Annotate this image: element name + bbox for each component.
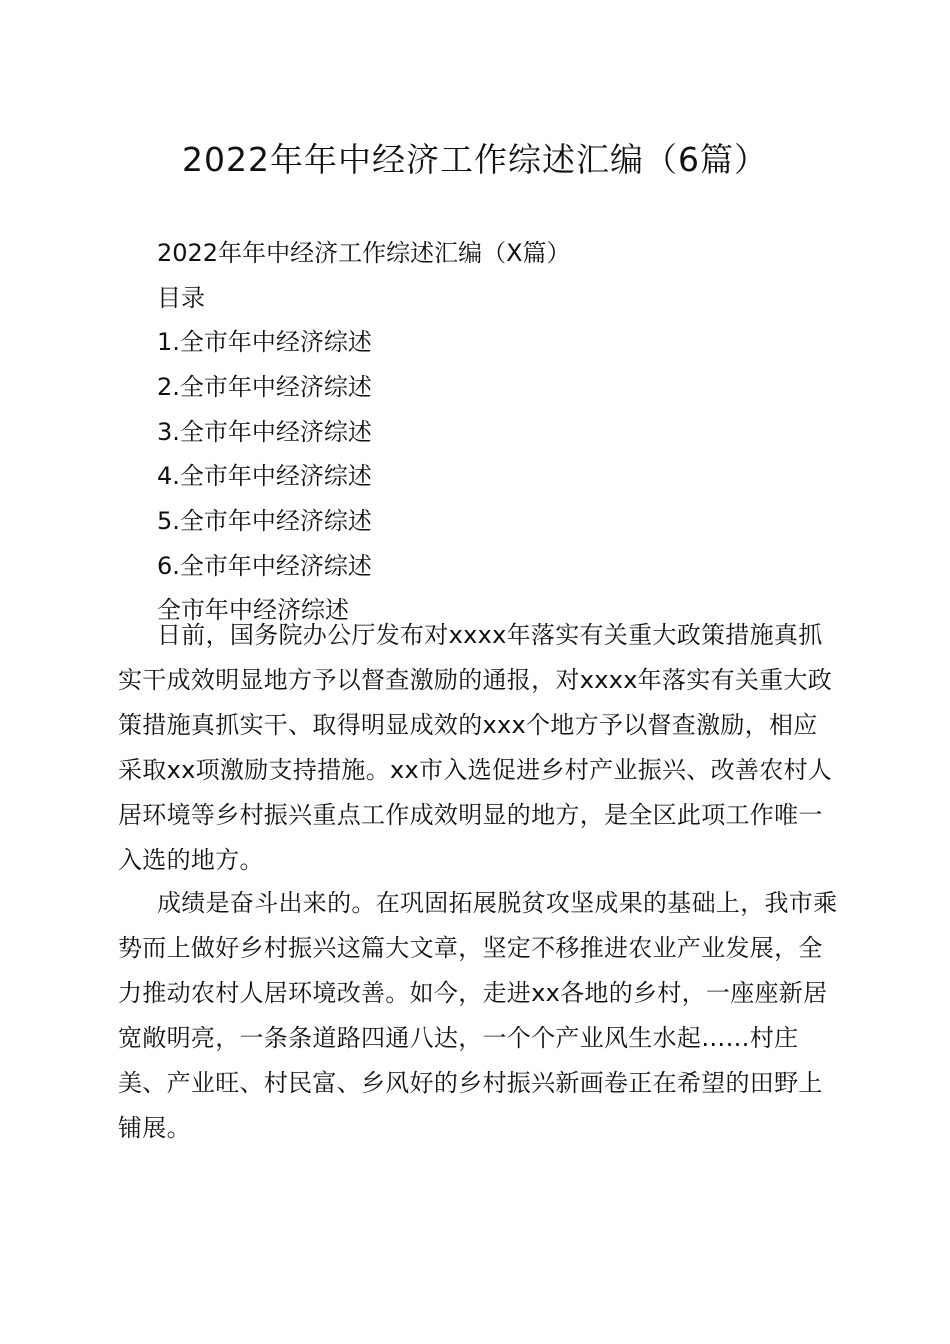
toc-item: 1.全市年中经济综述 <box>157 328 372 356</box>
toc-heading: 目录 <box>157 284 205 312</box>
toc-item: 3.全市年中经济综述 <box>157 418 372 446</box>
toc-item: 6.全市年中经济综述 <box>157 552 372 580</box>
toc-item: 2.全市年中经济综述 <box>157 373 372 401</box>
toc-item: 5.全市年中经济综述 <box>157 507 372 535</box>
body-paragraph: 成绩是奋斗出来的。在巩固拓展脱贫攻坚成果的基础上，我市乘势而上做好乡村振兴这篇大文章，坚定不移推进农业产业发展，全力推动农村人居环境改善。如今，走进xx各地的乡村，一座座新居宽敞明亮，一条条道路四通八达，一个个产业风生水起……村庄美、产业旺、村民富、乡风好的乡村振兴新画卷正在希望的田野上铺展。 <box>118 889 838 1142</box>
toc-item: 4.全市年中经济综述 <box>157 462 372 490</box>
section-heading: 全市年中经济综述 <box>157 596 349 624</box>
document-subtitle: 2022年年中经济工作综述汇编（X篇） <box>157 239 571 267</box>
body-paragraph: 日前，国务院办公厅发布对xxxx年落实有关重大政策措施真抓实干成效明显地方予以督查激励的通报，对xxxx年落实有关重大政策措施真抓实干、取得明显成效的xxx个地方予以督查激励，相应采取xx项激励支持措施。xx市入选促进乡村产业振兴、改善农村人居环境等乡村振兴重点工作成效明显的地方，是全区此项工作唯一入选的地方。 <box>118 621 833 874</box>
document-title: 2022年年中经济工作综述汇编（6篇） <box>182 140 768 179</box>
